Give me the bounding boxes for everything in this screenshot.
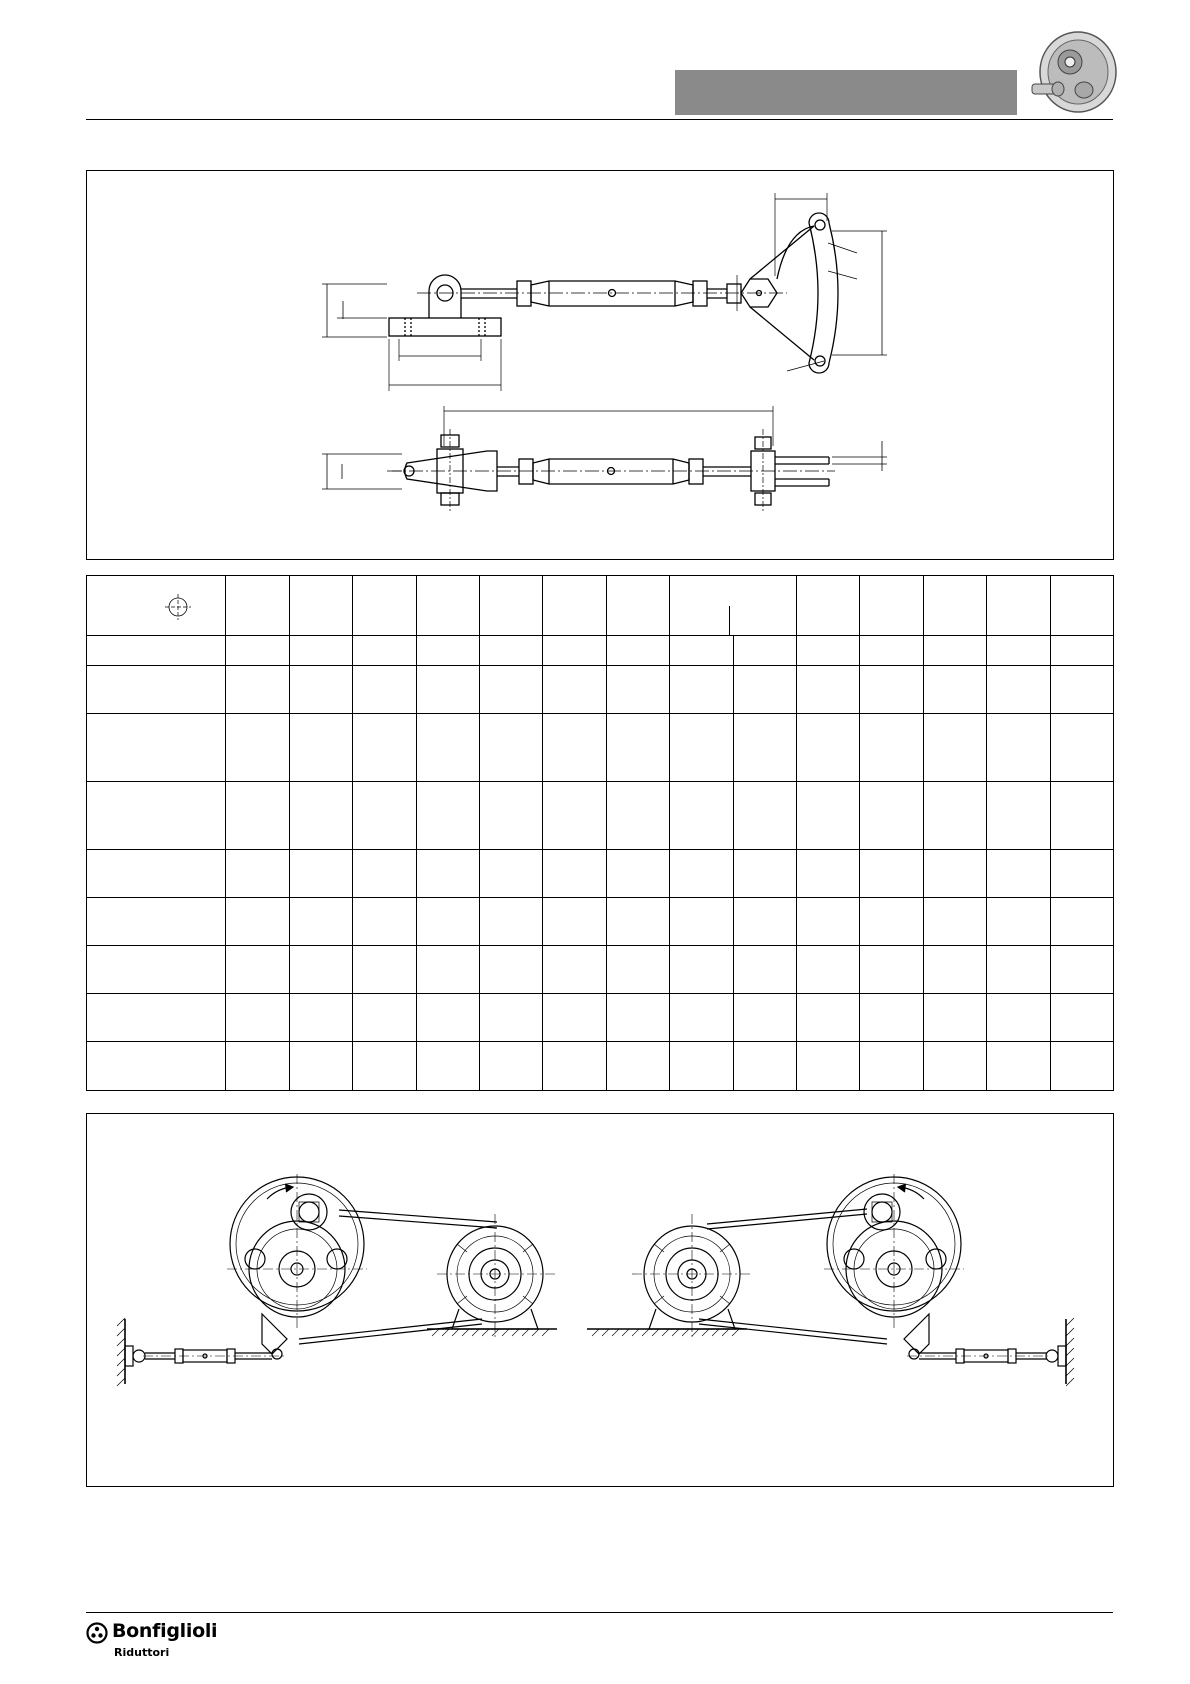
centre-axis-symbol-icon xyxy=(165,594,191,620)
torque-arm-dimension-drawing xyxy=(86,170,1114,560)
table-header-cell xyxy=(87,576,226,636)
bonfiglioli-three-dot-logo xyxy=(86,1622,108,1644)
table-row xyxy=(87,1042,1114,1091)
table-row xyxy=(87,666,1114,714)
footer-rule xyxy=(86,1612,1113,1613)
brand-subtitle: Riduttori xyxy=(114,1646,170,1659)
table-header-row xyxy=(87,576,1114,636)
table-row xyxy=(87,994,1114,1042)
table-row xyxy=(87,782,1114,850)
table-row xyxy=(87,714,1114,782)
belt-drive-installation-drawing xyxy=(86,1113,1114,1487)
table-row xyxy=(87,898,1114,946)
brand-name: Bonfiglioli xyxy=(112,1620,218,1642)
brand-logo xyxy=(86,1620,216,1666)
dimension-table xyxy=(86,575,1114,1090)
shaft-mounted-gearbox-icon xyxy=(1028,30,1118,114)
table-row xyxy=(87,850,1114,898)
header-bar xyxy=(675,70,1017,115)
table-row xyxy=(87,636,1114,666)
table-row xyxy=(87,946,1114,994)
header-rule xyxy=(86,119,1113,120)
